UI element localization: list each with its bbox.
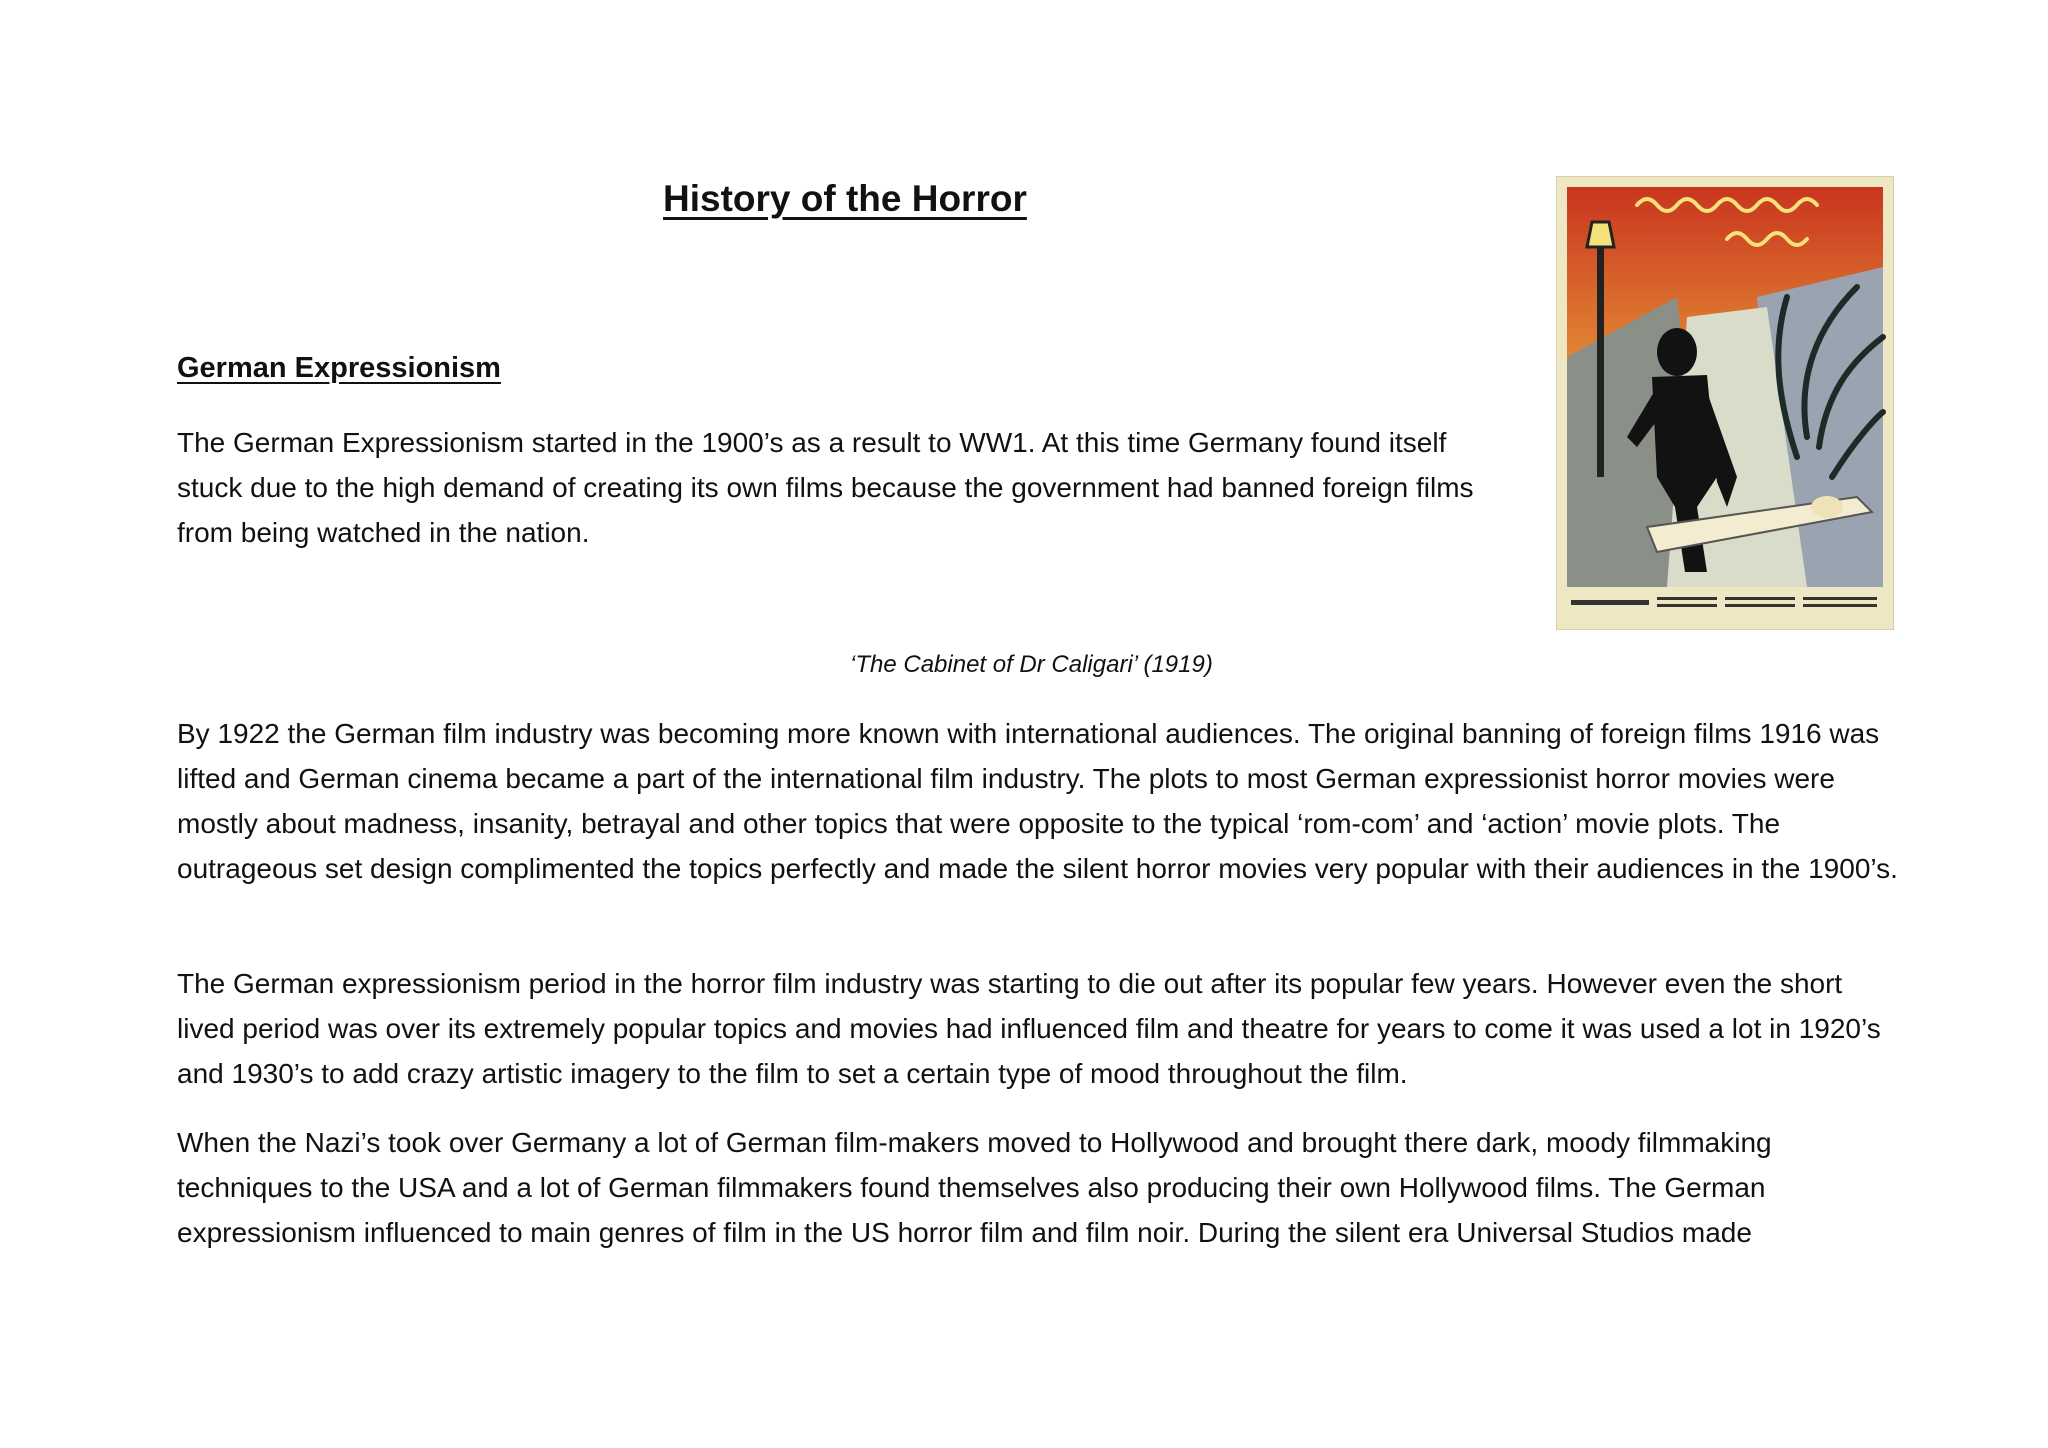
intro-paragraph: The German Expressionism started in the 1900’s as a result to WW1. At this time Germany found itself stuck due to the high demand of creating its own films because the government had banned foreign films from being watched in the nation. bbox=[177, 427, 1474, 548]
caligari-poster-image bbox=[1556, 176, 1894, 630]
body-paragraph-1: By 1922 the German film industry was becoming more known with international audiences. The original banning of foreign films 1916 was lifted and German cinema became a part of the international film industry. The plots to most German expressionist horror movies were mostly about madness, insanity, betrayal and other topics that were opposite to the typical ‘rom-com’ and ‘action’ movie plots. The outrageous set design complimented the topics perfectly and made the silent horror movies very popular with their audiences in the 1900’s. bbox=[177, 718, 1898, 884]
body-paragraph-2: The German expressionism period in the horror film industry was starting to die out after its popular few years. However even the short lived period was over its extremely popular topics and movies had influenced film and theatre for years to come it was used a lot in 1920’s and 1930’s to add crazy artistic imagery to the film to set a certain type of mood throughout the film. bbox=[177, 968, 1881, 1089]
body-paragraph-3: When the Nazi’s took over Germany a lot of German film-makers moved to Hollywood and brought there dark, moody filmmaking techniques to the USA and a lot of German filmmakers found themselves also producing their own Hollywood films. The German expressionism influenced to main genres of film in the US horror film and film noir. During the silent era Universal Studios made bbox=[177, 1127, 1772, 1248]
document-title: History of the Horror bbox=[663, 178, 1027, 219]
poster-caption: ‘The Cabinet of Dr Caligari’ (1919) bbox=[850, 651, 1213, 678]
section-heading: German Expressionism bbox=[177, 352, 501, 384]
